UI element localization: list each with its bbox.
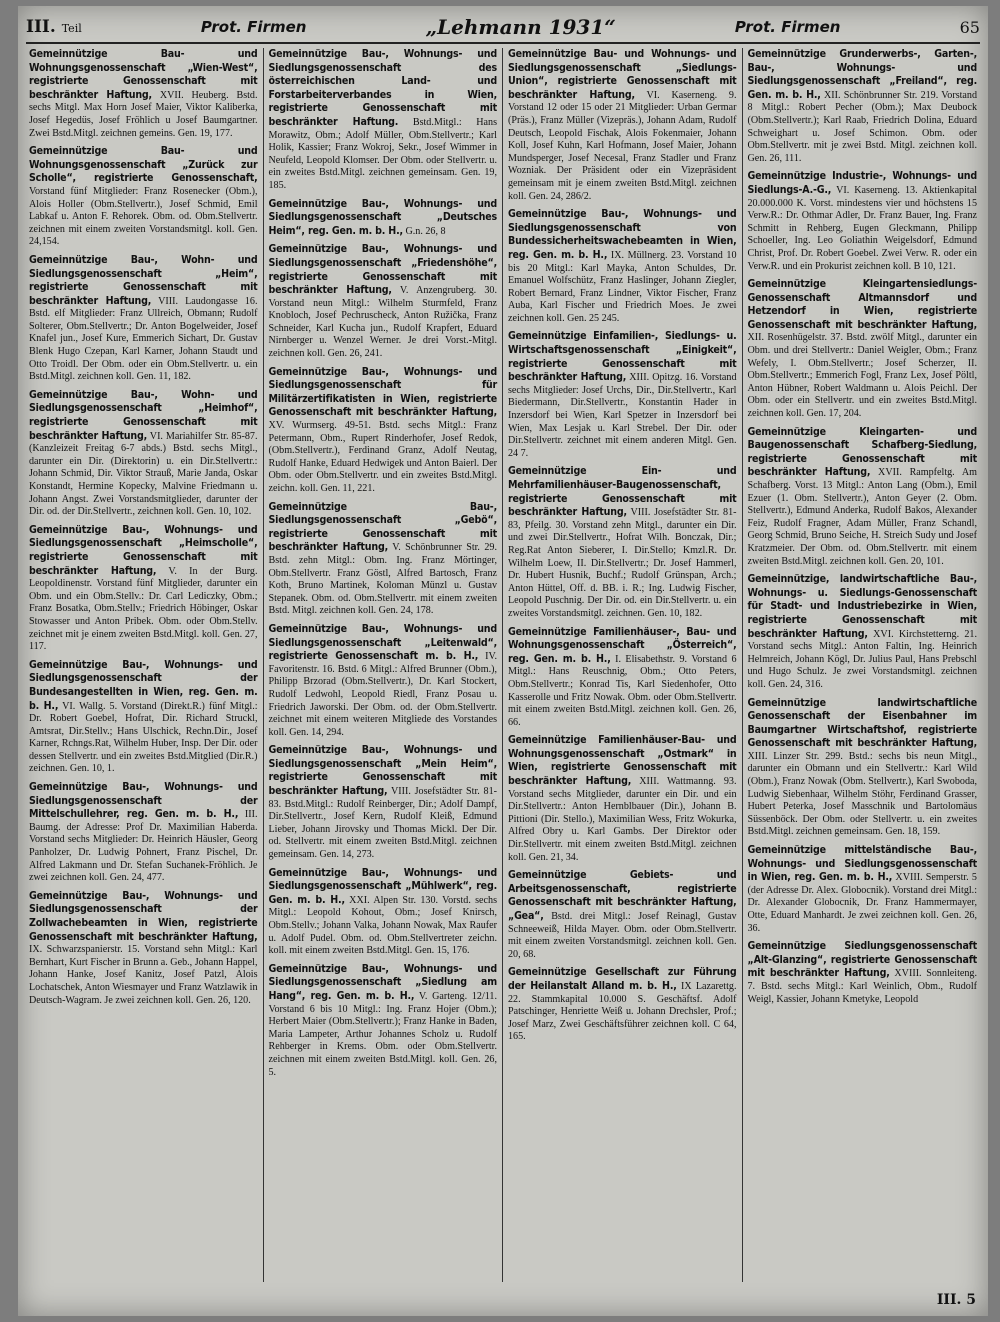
entry-details: IX Lazarettg. 22. Stammkapital 10.000 S. Geschäftsf. Adolf Patschinger, Henriette Weiß u. Johann Drechsler, Prof.; Josef Marz, Zwei Geschäftsführer zeichnen koll. C 64, 165. [508,980,737,1043]
column-4 [743,48,983,1282]
entry-details: V. In der Burg. Leopoldinenstr. Vorstand fünf Mitglieder, darunter ein Obm. und ein Obm.Stellv.: Dr. Carl Lediczky, Obm.; Franz Bosatka, Obm.Stellv.; Friedrich Höbinger, Oskar Stowasser und Anton Pribek. Obm. oder Obm.Stellv. zeichnet mit je einem zweiten Bstd.Mitgl. koll. Gen. 27, 117. [29,565,258,653]
directory-entry [29,48,258,140]
entry-name: Gemeinnützige, landwirtschaftliche Bau-, Wohnungs- u. Siedlungs-Genossenschaft für Stadt- und Industriebezirke in Wien, registrierte Genossenschaft mit beschränkter Haftung, [747,573,977,640]
directory-entry [508,734,737,864]
directory-entry [29,389,258,519]
entry-name: Gemeinnützige Bau- und Wohnungsgenossenschaft „Wien-West“, registrierte Genossenschaft mit beschränkter Haftung, [29,48,258,101]
entry-details: XVIII. Sonnleiteng. 7. Bstd. sechs Mitgl.: Karl Weinlich, Obm., Rudolf Weigl, Kassier, Johann Kmetyke, Leopold [747,968,977,1005]
directory-entry [269,366,498,496]
entry-details: VI. Mariahilfer Str. 85-87. (Kanzleizeit Freitag 6-7 abds.) Bstd. sechs Mitgl., darunter ein Dir. (Direktorin) u. ein Dir.Stellvertr.: Johann Schmid, Dir. Viktor Strauß, Marie Janda, Oskar Konstandt, Hermine Kopecky, Malvine Friedmann u. Johann Angst. Zwei Vorstandsmitglieder, darunter der Dir. od. der Dir.Stellvertr., zeichnen koll. Gen. 10, 102. [29,430,258,518]
entry-details: XV. Wurmserg. 49-51. Bstd. sechs Mitgl.: Franz Petermann, Obm., Rupert Rinderhofer, Josef Redok, (Obm.Stellvertr.), Ferdinand Granz, Adolf Neutag, Rudolf Hanke, Eduard Hedwigek und Anton Baierl. Der Obm. oder Obm.Stellvertr. und ein zweites Bstd.Mitgl. zeichn. koll. Gen. 11, 221. [268,420,497,494]
entry-details: V. Anzengruberg. 30. Vorstand neun Mitgl.: Wilhelm Sturmfeld, Franz Knobloch, Josef Pechruscheck, Anton Ružička, Franz Schneider, Karl Kucha jun., Rudolf Krapfert, Eduard Nirnberger u. Wenzel Werner. Je drei Vorst.-Mitgl. zeichnen koll. Gen. 26, 241. [268,285,497,360]
entry-name: Gemeinnützige Bau-, Wohnungs- und Siedlungsgenossenschaft „Deutsches Heim“, reg. Gen. m. b. H., [268,197,497,237]
directory-entry [748,844,978,935]
entry-details: XIII. Opitzg. 16. Vorstand sechs Mitglieder: Josef Urchs, Dir., Dir.Stellvertr., Karl Biedermann, Dir.Stellvertr., Konstantin Hader in Inzersdorf bei Wien, Karl Spetzer in Inzersdorf bei Wien, Max Lesjak u. Karl Strebel. Der Dir. oder Dir.Stellvertr. zeichnet mit einem anderen Mitgl. Gen. 24 7. [508,372,737,459]
directory-entry [508,966,737,1044]
entry-name: Gemeinnützige Bau-, Wohnungs- und Siedlungsgenossenschaft der Mittelschullehrer, reg. Gen. m. b. H., [29,781,258,821]
directory-entry [29,890,258,1007]
entry-details: XII. Schönbrunner Str. 219. Vorstand 8 Mitgl.: Robert Pecher (Obm.); Max Deubock (Obm.Stellvertr.); Karl Raab, Friedrich Dolina, Eduard Schweighart u. Josef Schimon. Obm. oder Obm.Stellvertr. mit je zwei Bstd. Mitgl. zeichnen koll. Gen. 26, 111. [747,89,977,164]
entry-details: XVII. Rampfeltg. Am Schafberg. Vorst. 13 Mitgl.: Anton Lang (Obm.), Emil Ezuer (1. Obm. Stellvertr.), Anton Geyer (2. Obm. Stellvertr.), Edmund Anderka, Rudolf Bakos, Alexander Feiz, Rudolf Fragner, Adam Müller, Franz Schandl, Georg Schmid, Bruno Seiche, H. Streich Sudy und Josef Kratzmeier. Der Obm. od. Obm.Stellvertr. mit einem zweiten Bstd.Mitgl. zeichnen koll. Gen. 20, 101. [747,467,977,567]
running-title: „Lehmann 1931“ [425,15,616,39]
directory-entry [269,48,498,193]
column-2 [264,48,504,1282]
directory-entry [748,170,978,273]
directory-entry [748,573,978,691]
directory-entry [269,198,498,239]
page-number: 65 [959,17,980,37]
entry-details: IX. Schwarzspanierstr. 15. Vorstand sehn Mitgl.: Karl Bernhart, Kurt Fischer in Brunn a. Geb., Johann Happel, Johann Hanke, Josef Kanitz, Josef Patzl, Alois Lochatschek, Anton Wiesmayer und Franz Watzlawik in Deutsch-Wagram. Je zwei zeichnen koll. Gen. 26, 120. [29,944,258,1006]
entry-details: VI. Kaserneng. 13. Aktienkapital 20.000.000 K. Vorst. mindestens vier und höchstens 15 Verw.R.: Dr. Othmar Adler, Dr. Franz Bauer, Ing. Franz Schmitt in Rehberg, Eugen Gleckmann, Philipp Schoeller, Ing. Leo Goliathin Weigelsdorf, Edmund Christ, Prof. Dr. Robert Goebel. Zwei Verw. R. oder ein Verw.R. und ein Prokurist zeichnen koll. B 10, 121. [747,184,977,272]
page-header [26,12,980,44]
entry-name: Gemeinnützige Bau-, Wohnungs- und Siedlungsgenossenschaft „Leitenwald“, registrierte Genossenschaft m. b. H., [268,622,497,663]
directory-entry [508,330,737,460]
entry-details: Bstd. drei Mitgl.: Josef Reinagl, Gustav Schneeweiß, Hilda Mayer. Obm. oder Obm.Stellvertr. mit einem zweiten Vorstandsmitgl. zeichnen koll. Gen. 20, 68. [508,911,737,960]
directory-entry [508,626,737,730]
entry-name: Gemeinnützige Bau-, Wohn- und Siedlungsgenossenschaft „Heim“, registrierte Genossenschaft mit beschränkter Haftung, [29,253,258,307]
directory-entry [29,781,258,885]
directory-entry [29,254,258,384]
directory-entry [748,697,978,840]
entry-details: III. Baumg. der Adresse: Prof Dr. Maximilian Haberda. Vorstand sechs Mitglieder: Dr. Heinrich Häusler, Georg Panholzer, Dr. Ludwig Pohnert, Franz Pischel, Dr. Alfred Lakmann und Dr. Stefan Suchanek-Fröhlich. Je zwei zeichnen koll. Gen. 24, 477. [29,809,258,884]
entry-details: VI. Wallg. 5. Vorstand (Direkt.R.) fünf Mitgl.: Dr. Robert Goebel, Hofrat, Dir. Richard Struckl, Amtsrat, Dir.Stellv.; Hans Ulschick, Rechn.Dir., Josef Karner, Rchngs.Rat, Wilhelm Huber, Insp. Der Dir. oder dessen Stellvertr. und ein zweites Bstd.Mitglied (Dir.R.) zeichnen. Gen. 10, 1. [29,700,258,775]
entry-name: Gemeinnützige Ein- und Mehrfamilienhäuser-Baugenossenschaft, registrierte Genossenschaft mit beschränkter Haftung, [508,465,737,519]
entry-details: XVIII. Semperstr. 5 (der Adresse Dr. Alex. Globocnik). Vorstand drei Mitgl.: Dr. Alexander Globocnik, Dr. Franz Hammermayer, Otte, Eduard Manhardt. Je zwei zeichnen koll. Gen. 26, 36. [747,872,977,934]
entry-name: Gemeinnützige Bau-, Siedlungsgenossenschaft „Gebö“, registrierte Genossenschaft mit beschränkter Haftung, [268,500,497,554]
entry-name: Gemeinnützige Bau- und Wohnungs- und Siedlungsgenossenschaft „Siedlungs-Union“, registrierte Genossenschaft mit beschränkter Haftung, [508,48,737,101]
entry-name: Gemeinnützige Industrie-, Wohnungs- und Siedlungs-A.-G., [747,170,977,196]
entry-name: Gemeinnützige Bau- und Wohnungsgenossenschaft „Zurück zur Scholle“, registrierte Genossenschaft, [29,145,258,185]
entry-name: Gemeinnützige Kleingarten- und Baugenossenschaft Schafberg-Siedlung, registrierte Genossenschaft mit beschränkter Haftung, [747,425,977,479]
directory-entry [748,940,978,1006]
directory-entry [269,501,498,618]
entry-name: Gemeinnützige Bau-, Wohnungs- und Siedlungsgenossenschaft der Bundesangestellten in Wien, reg. Gen. m. b. H., [29,658,258,712]
part-word: Teil [61,22,82,35]
part-label [26,17,82,37]
entry-details: XVI. Kirchstetterng. 21. Vorstand sechs Mitgl.: Anton Faltin, Ing. Heinrich Helmreich, Johann Kögl, Dr. Julius Paul, Hans Prebschl und Hugo Schulz. Je zwei Vorstandsmitgl. zeichnen koll. Gen. 24, 316. [747,628,977,690]
left-section-label: Prot. Firmen [200,18,307,36]
entry-details: Vorstand fünf Mitglieder: Franz Rosenecker (Obm.), Alois Holler (Obm.Stellvertr.), Josef Schmid, Emil Labkaf u. Anton F. Rehorek. Obm. od. Obm.Stellvertr. zeichnen mit einem zweiten Vorstandsmitgl. koll. Gen. 24,154. [29,185,258,248]
entry-details: VIII. Josefstädter Str. 81-83. Bstd.Mitgl.: Rudolf Reinberger, Dir.; Adolf Dampf, Dir.Stellvertr., Josef Kern, Rudolf Kleiß, Edmund Lieber, Johann Jirovsky und Thomas Mickl. Der Dir. od. Stellvertr. mit einem zweiten Bstd.Mitgl. zeichnen gemeinsam. Gen. 14, 273. [268,786,497,861]
directory-entry [748,278,978,421]
footer-mark: III. 5 [936,1292,976,1308]
entry-details: VI. Kaserneng. 9. Vorstand 12 oder 15 oder 21 Mitglieder: Urban Germar (Präs.), Franz Müller (Vizepräs.), Johann Adam, Rudolf Deutsch, Leopold Fischak, Alois Fokenmaier, Johann Koll, Josef Kuhn, Karl Hofmann, Josef Maier, Johann Mundsperger, Josef Necesal, Franz Stadler und Franz Wozniak. Der Präsident oder ein Vizepräsident gemeinsam mit je einem zweiten Bstd.Mitgl. zeichnen koll. Gen. 24, 286/2. [508,89,737,202]
entry-details: XVII. Heuberg. Bstd. sechs Mitgl. Max Horn Josef Maier, Viktor Kaliberka, Josef Hegedüs, Josef Fröhlich u Josef Baumgartner. Zwei Bstd.Mitgl. zeichnen gemeins. Gen. 19, 177. [29,89,258,139]
entry-name: Gemeinnützige mittelständische Bau-, Wohnungs- und Siedlungsgenossenschaft in Wien, reg. Gen. m. b. H., [747,844,977,884]
entry-name: Gemeinnützige Familienhäuser-, Bau- und Wohnungsgenossenschaft „Österreich“, reg. Gen. m. b. H., [508,625,737,665]
entry-details: IV. Favoritenstr. 16. Bstd. 6 Mitgl.: Alfred Brunner (Obm.), Philipp Brzorad (Obm.Stellvertr.), Dr. Karl Stockert, Rudolf Ledwohl, Leopold Riedl, Franz Posau u. Friedrich Jaworski. Der Obm. od. der Obm.Stellvertr. zeichnet mit einem weiteren Mitgliede des Vorstandes koll. Gen. 14, 294. [268,651,497,738]
directory-entry [269,867,498,958]
entry-name: Gemeinnützige Gebiets- und Arbeitsgenossenschaft, registrierte Genossenschaft mit beschränkter Haftung, „Gea“, [508,869,737,922]
entry-details: I. Elisabethstr. 9. Vorstand 6 Mitgl.: Hans Reuschnig, Obm.; Otto Peters, Obm.Stellvertr.; Konrad Tis, Karl Siedenhofer, Otto Kasserolle und Fritz Nowak. Obm. oder Obm.Stellvertr. mit einem zweiten Bstd.Mitgl. zeichnen koll. Gen. 26, 66. [508,653,737,728]
entry-details: Bstd.Mitgl.: Hans Morawitz, Obm.; Adolf Müller, Obm.Stellvertr.; Karl Holik, Kassier; Franz Wokroj, Sekr., Josef Wimmer in Neufeld, Leopold Klomser. Der Obm. oder Stellvertr. u. ein zweites Bstd.Mitgl. zeichnen gemeinsam. Gen. 19, 185. [268,116,497,191]
entry-name: Gemeinnützige landwirtschaftliche Genossenschaft der Eisenbahner im Baumgartner Wirtschaftshof, registrierte Genossenschaft mit beschränkter Haftung, [747,696,977,750]
directory-entry [29,145,258,249]
entry-details: VIII. Laudongasse 16. Bstd. elf Mitglieder: Franz Ullreich, Obmann; Rudolf Solterer, Obm.Stellvertr.; Dr. Anton Bogelweider, Josef Knafel jun., Josef Kure, Emmerich Sichart, Dr. Gustav Blenk Hugo Czepan, Karl Karner, Johann Staudt und Otto Troidl. Der Obm. oder ein Obm.Stellvertr. u. ein Bstd.Mitgl. zeichnen koll. Gen. 11, 182. [29,295,258,383]
entry-details: V. Schönbrunner Str. 29. Bstd. zehn Mitgl.: Obm. Ing. Franz Mörtinger, Obm.Stellvertr. Franz Göstl, Alfred Bartosch, Franz Koth, Bruno Martinek, Koloman Münzl u. Gustav Stepanek. Obm. od. Obm.Stellvertr. mit einem zweiten Bstd. Mitgl. zeichnen koll. Gen. 24, 178. [268,542,497,617]
entry-details: XIII. Linzer Str. 299. Bstd.: sechs bis neun Mitgl., darunter ein Obmann und ein Stellvertr.: Karl Wild (Obm.), Franz Nowak (Obm. Stellvertr.), Karl Swoboda, Ludwig Siebenhaar, Wilhelm Stöhr, Ferdinand Grasser, Hubert Peterka, Josef Masschnik und Bartolomäus Süssenböck. Der Obm. oder Stellvertr. u. ein zweites Bstd.Mitgl. zeichnen gemeinsam. Gen. 18, 159. [747,750,977,838]
entry-name: Gemeinnützige Bau-, Wohnungs- und Siedlungsgenossenschaft „Heimscholle“, registrierte Genossenschaft mit beschränkter Haftung, [29,523,258,577]
entry-name: Gemeinnützige Bau-, Wohnungs- und Siedlungsgenossenschaft „Friedenshöhe“, registrierte Genossenschaft mit beschränkter Haftung, [268,243,497,297]
entry-name: Gemeinnützige Bau-, Wohnungs- und Siedlungsgenossenschaft „Mühlwerk“, reg. Gen. m. b. H., [268,866,497,906]
directory-entry [748,426,978,569]
entry-details: XIII. Wattmanng. 93. Vorstand sechs Mitglieder, darunter ein Dir. und ein Dir.Stellvertr.: Anton Hernblbauer (Dir.), Johann B. Pittioni (Dir. Stello.), Maximilian Wess, Fritz Wokurka, Alfred Obry u. Karl Gambs. Der Direktor oder Dir.Stellvertr. mit einem zweiten Bstd.Mitgl. zeichnen koll. Gen. 21, 34. [508,776,737,863]
directory-entry [29,659,258,776]
directory-entry [269,963,498,1079]
entry-name: Gemeinnützige Bau-, Wohn- und Siedlungsgenossenschaft „Heimhof“, registrierte Genossenschaft mit beschränkter Haftung, [29,388,258,442]
entry-name: Gemeinnützige Siedlungsgenossenschaft „Alt-Glanzing“, registrierte Genossenschaft mit beschränkter Haftung, [747,940,977,980]
entry-details: VIII. Josefstädter Str. 81-83, Pfeilg. 30. Vorstand zehn Mitgl., darunter ein Dir. und zwei Dir.Stellvertr., Hofrat Wilh. Bonczak, Dir.; Reg.Rat Anton Sieberer, I. Dir.Stello; Kmzl.R. Dr. Wilhelm Loew, II. Dir.Stellvertr.; Dr. Josef Hammerl, Dr. Hubert Husnik, Buchf.; Rudolf Grünspan, Arch.; Anton Hüttel, Off. d. BB. i. R.; Ing. Ludwig Fischer, Leopold Puschnig. Der Dir. od. ein Dir.Stellvertr. u. ein zweites Vorstandsmitgl. zeichnen. Gen. 10, 182. [508,507,737,619]
directory-entry [508,48,737,203]
document-page [18,6,988,1316]
column-3 [503,48,743,1282]
entry-name: Gemeinnützige Grunderwerbs-, Garten-, Bau-, Wohnungs- und Siedlungsgenossenschaft „Freiland“, reg. Gen. m. b. H., [747,48,977,101]
entry-details: IX. Müllnerg. 23. Vorstand 10 bis 20 Mitgl.: Karl Mayka, Anton Schuldes, Dr. Emanuel Wolfschütz, Franz Haslinger, Johann Ziegler, Robert Bernard, Franz Lindner, Viktor Fischer, Franz Auba, Karl Fischer und Friedrich Moes. Je zwei zeichnen koll. Gen. 25 245. [508,249,737,324]
text-columns [24,48,982,1282]
entry-details: XII. Rosenhügelstr. 37. Bstd. zwölf Mitgl., darunter ein Obm. und drei Stellvertr.: Daniel Weigler, Obm.; Franz Wefely, I. Obm.Stellvertr.; Josef Scherzer, II. Obm.Stellvertr.; Emmerich Fogl, Franz Lex, Josef Pöltl, Anton Hübner, Robert Waldmann u. Alois Peichl. Der Obm. oder ein Stellvertr. und ein zweites Bstd.Mitgl. zeichnen koll. Gen. 17, 204. [747,332,977,420]
entry-name: Gemeinnützige Kleingartensiedlungs-Genossenschaft Altmannsdorf und Hetzendorf in Wien, registrierte Genossenschaft mit beschränkter Haftung, [747,278,977,331]
directory-entry [269,623,498,739]
right-section-label: Prot. Firmen [734,18,841,36]
entry-name: Gemeinnützige Bau-, Wohnungs- und Siedlungsgenossenschaft „Siedlung am Hang“, reg. Gen. m. b. H., [268,962,497,1002]
entry-name: Gemeinnützige Bau-, Wohnungs- und Siedlungsgenossenschaft von Bundessicherheitswachebeamten in Wien, reg. Gen. m. b. H., [508,208,737,261]
directory-entry [508,208,737,325]
entry-details: XXI. Alpen Str. 130. Vorstd. sechs Mitgl.: Leopold Kohout, Obm.; Josef Knirsch, Obm.Stellv.; Johann Valka, Johann Nowak, Max Raufer u. Adolf Pudel. Obm. od. Obm.Stellvertreter zeichn. koll. mit einem zweiten Bstd.Mitgl. Gen. 15, 176. [268,894,497,957]
entry-name: Gemeinnützige Gesellschaft zur Führung der Heilanstalt Alland m. b. H., [508,966,737,992]
entry-name: Gemeinnützige Familienhäuser-Bau- und Wohnungsgenossenschaft „Ostmark“ in Wien, registrierte Genossenschaft mit beschränkter Haftung, [508,734,737,788]
entry-name: Gemeinnützige Bau-, Wohnungs- und Siedlungsgenossenschaft des österreichischen Land- und Forstarbeiterverbandes in Wien, registrierte Genossenschaft mit beschränkter Haftung. [268,48,497,128]
directory-entry [269,243,498,360]
entry-name: Gemeinnützige Einfamilien-, Siedlungs- u. Wirtschaftsgenossenschaft „Einigkeit“, registrierte Genossenschaft mit beschränkter Haftung, [508,330,737,384]
directory-entry [269,744,498,861]
column-1 [24,48,264,1282]
entry-details: G.n. 26, 8 [405,225,446,237]
directory-entry [508,465,737,620]
entry-name: Gemeinnützige Bau-, Wohnungs- und Siedlungsgenossenschaft für Militärzertifikatisten in Wien, registrierte Genossenschaft mit beschränkter Haftung, [268,365,497,419]
directory-entry [29,524,258,654]
entry-name: Gemeinnützige Bau-, Wohnungs- und Siedlungsgenossenschaft der Zollwachebeamten in Wien, registrierte Genossenschaft mit beschränkter Haftung, [29,889,258,943]
entry-details: V. Garteng. 12/11. Vorstand 6 bis 10 Mitgl.: Ing. Franz Hojer (Obm.); Herbert Maier (Obm.Stellvertr.); Franz Hanke in Baden, Maria Lampeter, Arthur Johannes Scholz u. Rudolf Rehberger in Krems. Obm. oder Obm.Stellvertr. zeichnen mit einem zweiten Bstd.Mitgl. koll. Gen. 26, 5. [268,990,497,1078]
part-number: III. [26,17,56,37]
directory-entry [748,48,978,165]
directory-entry [508,869,737,961]
entry-name: Gemeinnützige Bau-, Wohnungs- und Siedlungsgenossenschaft „Mein Heim“, registrierte Genossenschaft mit beschränkter Haftung, [268,744,497,798]
